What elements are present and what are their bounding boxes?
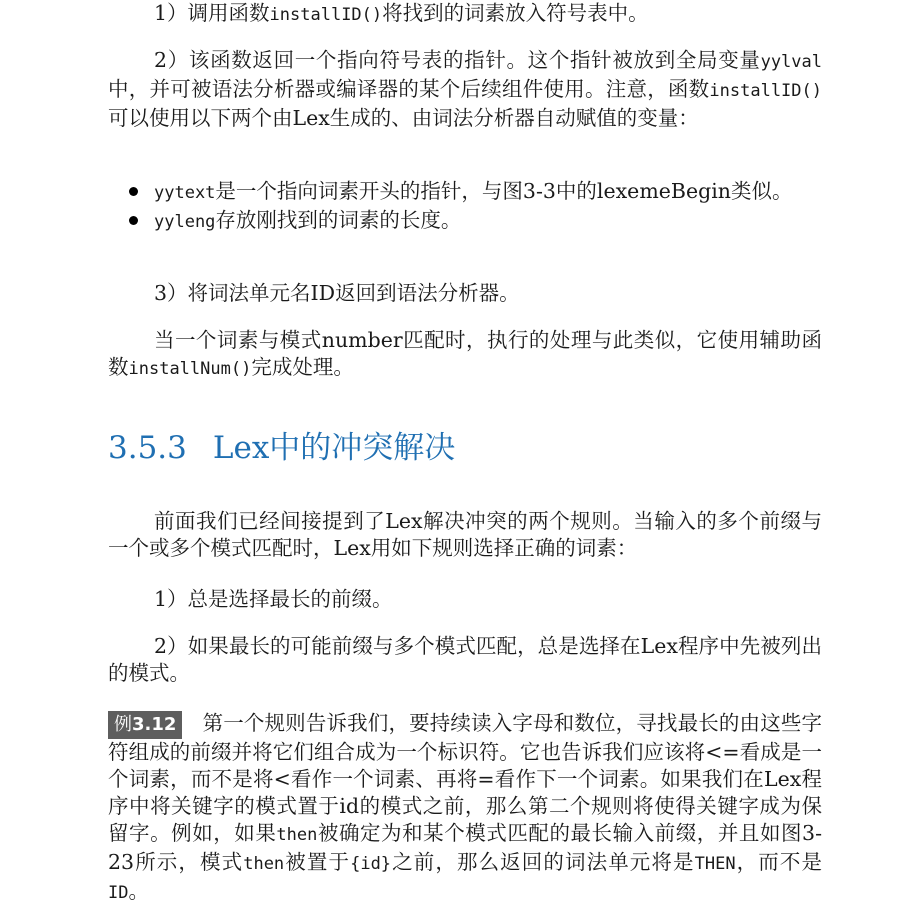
bullet-icon: [129, 187, 138, 196]
example-text-e: ，而不是: [735, 850, 822, 874]
number-text-b: 完成处理。: [251, 355, 354, 379]
code-yytext: yytext: [154, 183, 216, 203]
code-then-token: THEN: [694, 854, 736, 874]
step-2-text-c: 可以使用以下两个由Lex生成的、由词法分析器自动赋值的变量：: [108, 106, 699, 130]
example-text-c: 被置于: [284, 850, 351, 874]
example-label: 例: [114, 714, 132, 735]
number-paragraph: [108, 327, 822, 383]
list-item-text: 是一个指向词素开头的指针，与图3-3中的lexemeBegin类似。: [215, 179, 793, 203]
code-install-id: installID(): [269, 5, 383, 25]
section-title: Lex中的冲突解决: [212, 430, 456, 466]
example-text-f: 。: [128, 879, 149, 903]
code-yyleng: yyleng: [154, 212, 216, 232]
step-1-text: 1）调用函数: [154, 1, 270, 25]
list-item: [108, 178, 822, 207]
rule-1-paragraph: 1）总是选择最长的前缀。: [154, 587, 393, 611]
example-text-b: 被确定为和某个模式匹配的最长输入前缀，并且如图3-23所示，模式: [108, 821, 823, 874]
list-item-text: 存放刚找到的词素的长度。: [215, 208, 462, 232]
example-text-a: 第一个规则告诉我们，要持续读入字母和数位，寻找最长的由这些字符组成的前缀并将它们组合成为一个标识符。它也告诉我们应该将<=看成是一个词素，而不是将<看作一个词素、再将=看作下一个词素。如果我们在Lex程序中将关键字的模式置于id的模式之前，那么第二个规则将使得关键字成为保留字。例如，如果: [108, 711, 822, 845]
step-1-text-end: 将找到的词素放入符号表中。: [382, 1, 649, 25]
intro-paragraph: 前面我们已经间接提到了Lex解决冲突的两个规则。当输入的多个前缀与一个或多个模式匹配时，Lex用如下规则选择正确的词素：: [108, 509, 822, 560]
step-2-text-a: 2）该函数返回一个指向符号表的指针。这个指针被放到全局变量: [154, 48, 761, 72]
step-1-paragraph: [108, 0, 822, 29]
list-item: [108, 207, 822, 236]
example-number: 3.12: [132, 714, 177, 735]
example-text-d: 之前，那么返回的词法单元将是: [391, 850, 695, 874]
section-number: 3.5.3: [108, 430, 187, 466]
code-yylval: yylval: [760, 52, 822, 72]
bullet-icon: [129, 216, 138, 225]
code-then: then: [243, 854, 285, 874]
rule-2-paragraph: 2）如果最长的可能前缀与多个模式匹配，总是选择在Lex程序中先被列出的模式。: [108, 634, 822, 685]
example-badge: [108, 711, 182, 739]
code-id-token: ID: [108, 883, 129, 903]
step-2-paragraph: [108, 47, 822, 132]
section-heading: [108, 422, 455, 467]
example-paragraph: [108, 710, 822, 907]
code-install-id: installID(): [709, 81, 822, 101]
number-text-a: 当一个词素与模式number匹配时，执行的处理与此类似，它使用辅助函数: [108, 328, 822, 379]
code-id-pattern: {id}: [350, 854, 392, 874]
step-3-paragraph: 3）将词法单元名ID返回到语法分析器。: [154, 281, 520, 305]
step-2-text-b: 中，并可被语法分析器或编译器的某个后续组件使用。注意，函数: [108, 77, 710, 101]
code-install-num: installNum(): [128, 359, 252, 379]
variable-list: [108, 178, 822, 236]
code-then: then: [276, 825, 318, 845]
